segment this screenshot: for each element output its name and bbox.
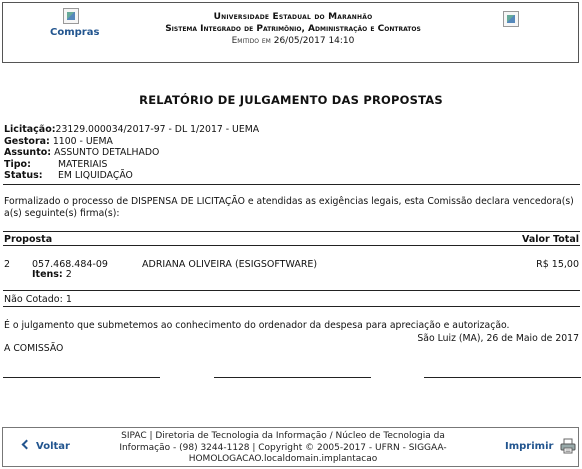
licitacao-label: Licitação: [4,124,56,135]
report-header [2,2,579,63]
footer-info-line: HOMOLOGACAO.localdomain.implantacao [188,454,378,464]
proposal-total-value: R$ 15,00 [536,259,579,270]
status-value: EM LIQUIDAÇÃO [58,170,133,181]
divider [3,231,580,232]
system-name: Sistema Integrado de Patrimônio, Administração e Contratos [165,24,421,34]
emitted-label: Emitido em [231,36,271,46]
tipo-value: MATERIAIS [58,158,108,170]
proposal-number: 2 [4,259,11,270]
assunto-value: ASSUNTO DETALHADO [54,147,160,158]
nao-cotado-count: Não Cotado: 1 [4,294,72,305]
header-center [113,11,473,47]
proposal-items [32,269,72,280]
licitacao-info [4,124,259,182]
licitacao-row [4,124,259,136]
signature-line [214,377,371,378]
gestora-label: Gestora: [4,135,50,147]
footer-info-line: SIPAC | Diretoria de Tecnologia da Informação / Núcleo de Tecnologia da [121,431,445,441]
university-name: Universidade Estadual do Maranhão [213,12,373,22]
page-title: RELATÓRIO DE JULGAMENTO DAS PROPOSTAS [139,93,443,107]
formalization-paragraph: Formalizado o processo de DISPENSA DE LICITAÇÃO e atendidas as exigências legais, esta Comissão declara vencedora(s) a(s) seguinte(s) firma(s): [4,196,574,219]
broken-image-icon [503,11,519,27]
proposal-supplier-name: ADRIANA OLIVEIRA (ESIGSOFTWARE) [142,259,318,270]
emitted-date [113,35,473,47]
items-label: Itens: [32,269,63,280]
divider [3,245,580,246]
voltar-label: Voltar [36,441,70,452]
tipo-label: Tipo: [4,158,31,170]
printer-icon[interactable] [560,438,576,454]
compras-link[interactable]: Compras [50,27,100,38]
gestora-value: 1100 - UEMA [52,135,113,147]
signature-line [424,377,581,378]
assunto-label: Assunto: [4,147,52,158]
emitted-value: 26/05/2017 14:10 [273,36,355,46]
gestora-row [4,136,259,148]
items-value: 2 [65,269,72,280]
status-label: Status: [4,170,43,181]
column-header-valor-total: Valor Total [522,234,579,245]
divider [3,306,580,307]
broken-image-icon [63,8,79,24]
julgamento-text: É o julgamento que submetemos ao conhecimento do ordenador da despesa para apreciação e autorização. [4,320,510,331]
divider [3,290,580,291]
status-row [4,170,259,182]
tipo-row [4,159,259,171]
footer-info-line: Informação - (98) 3244-1128 | Copyright © 2005-2017 - UFRN - SIGGAA- [119,442,447,453]
chevron-left-icon [22,440,32,450]
footer-info [88,431,478,466]
report-footer [2,427,579,467]
local-date: São Luiz (MA), 26 de Maio de 2017 [417,333,579,344]
voltar-button[interactable] [23,441,70,452]
licitacao-value: 23129.000034/2017-97 - DL 1/2017 - UEMA [55,124,260,135]
proposal-cpf: 057.468.484-09 [32,259,108,270]
imprimir-button[interactable]: Imprimir [505,441,554,452]
column-header-proposta: Proposta [4,234,53,245]
signature-line [3,377,160,378]
divider [3,184,580,185]
assunto-row [4,147,259,159]
comissao-label: A COMISSÃO [4,343,64,354]
